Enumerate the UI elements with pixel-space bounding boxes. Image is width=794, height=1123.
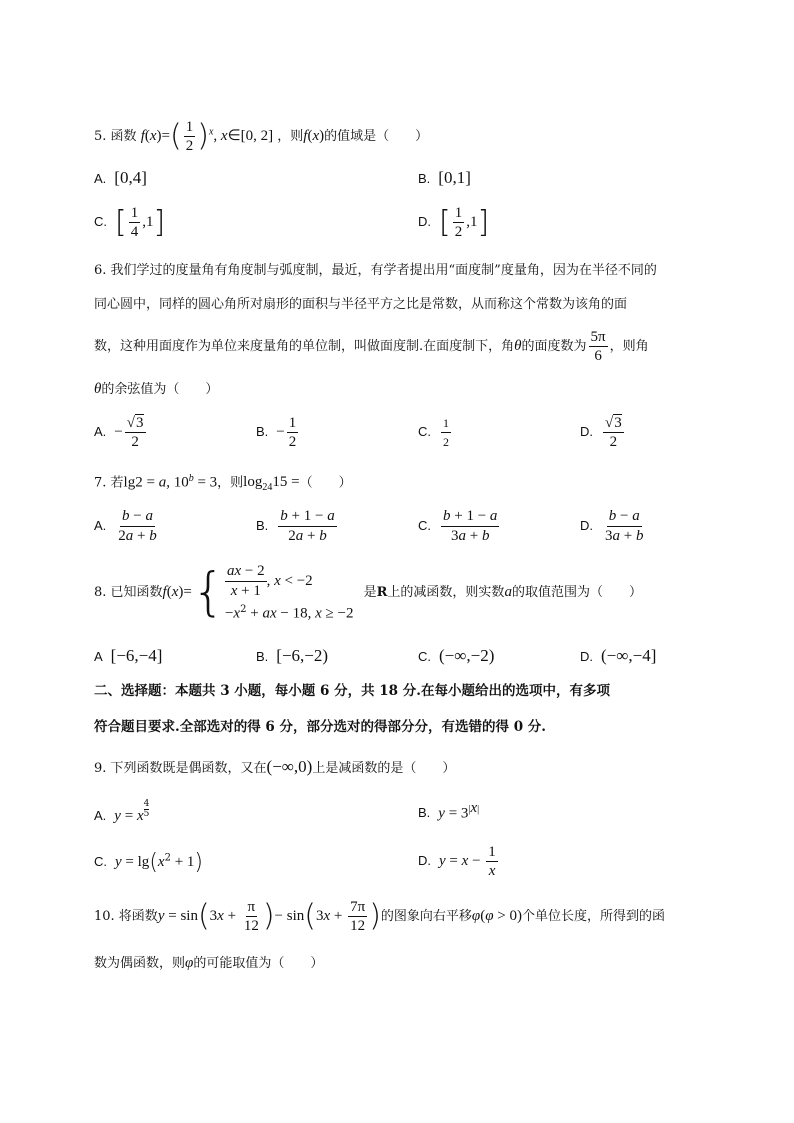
q6-option-d[interactable]: D. $\frac{√3}{2}$ [580, 415, 622, 450]
q5-stem: 5. 函数 f(x)=( $\frac{1}{2}$ )$^x$, x∈[0, 2] ，则f(x)的值域是（ ） [94, 118, 429, 154]
q8-option-d[interactable]: D. (−∞,−4] [580, 646, 657, 665]
section2-heading-line-1: 二、选择题：本题共 3 小题，每小题 6 分，共 18 分.在每小题给出的选项中，有多项 [94, 683, 610, 699]
q6-option-a[interactable]: A. − $\frac{√3}{2}$ [94, 415, 144, 450]
q6-line-3: 数，这种用面度作为单位来度量角的单位制，叫做面度制.在面度制下，角θ的面度数为 $\frac{5\pi}{6}$ ，则角 [94, 329, 649, 364]
q9-option-b[interactable]: B. $y = 3^{|x|}$ [418, 800, 480, 822]
q5-option-c[interactable]: C. [ $\frac{1}{4}$ ,1] [94, 205, 166, 240]
q7-option-c[interactable]: C. $\frac{b + 1 - a}{3a + b}$ [418, 508, 498, 544]
q6-option-c[interactable]: C. $\frac{1}{2}$ [418, 416, 449, 449]
q7-option-a[interactable]: A. $\frac{b - a}{2a + b}$ [94, 508, 157, 544]
q6-line-4: θ的余弦值为（ ） [94, 381, 219, 397]
q6-line-2: 同心圆中，同样的圆心角所对扇形的面积与半径平方之比是常数，从而称这个常数为该角的面 [94, 297, 628, 312]
q9-option-a[interactable]: A. y = x $^{\frac{4}{5}}$ [94, 799, 150, 824]
q7-option-d[interactable]: D. $\frac{b - a}{3a + b}$ [580, 508, 644, 544]
section2-heading-line-2: 符合题目要求.全部选对的得 6 分，部分选对的得部分分，有选错的得 0 分. [94, 719, 546, 735]
q9-option-c[interactable]: C. $y = \lg(x^2 + 1)$ [94, 850, 204, 875]
q5-option-d[interactable]: D. [ $\frac{1}{2}$ ,1] [418, 205, 490, 240]
q8-stem: 8. 已知函数f(x)={ $\frac{ax - 2}{x + 1}$ , x < −2 $-x^2$ + ax − 18, x ≥ −2 是R上的减函数，则实数a的取值范围为（ ） [94, 562, 642, 623]
q8-option-c[interactable]: C. (−∞,−2) [418, 646, 495, 665]
q9-option-d[interactable]: D. y = x − $\frac{1}{x}$ [418, 844, 496, 879]
q7-stem: 7. 若lg2 = a, $10^b = 3$，则$\log_{24}15$ =（ ） [94, 473, 352, 494]
q10-stem-line-1: 10. 将函数y = sin(3x + $\frac{\pi}{12}$ )− sin(3x + $\frac{7\pi}{12}$ )的图象向右平移φ(φ > 0)个单位长度，所得到的函 [94, 898, 666, 934]
q8-option-a[interactable]: A [−6,−4] [94, 646, 163, 665]
q10-stem-line-2: 数为偶函数，则φ的可能取值为（ ） [94, 955, 324, 971]
q6-option-b[interactable]: B. − $\frac{1}{2}$ [256, 415, 297, 450]
q6-line-1: 6. 我们学过的度量角有角度制与弧度制，最近，有学者提出用“面度制”度量角，因为在半径不同的 [94, 263, 657, 278]
q8-option-b[interactable]: B. [−6,−2) [256, 646, 329, 665]
q7-option-b[interactable]: B. $\frac{b + 1 - a}{2a + b}$ [256, 508, 335, 544]
q5-option-b[interactable]: B. [0,1] [418, 168, 471, 187]
q5-option-a[interactable]: A. [0,4] [94, 168, 147, 187]
q9-stem: 9. 下列函数既是偶函数，又在(−∞,0)上是减函数的是（ ） [94, 757, 456, 776]
